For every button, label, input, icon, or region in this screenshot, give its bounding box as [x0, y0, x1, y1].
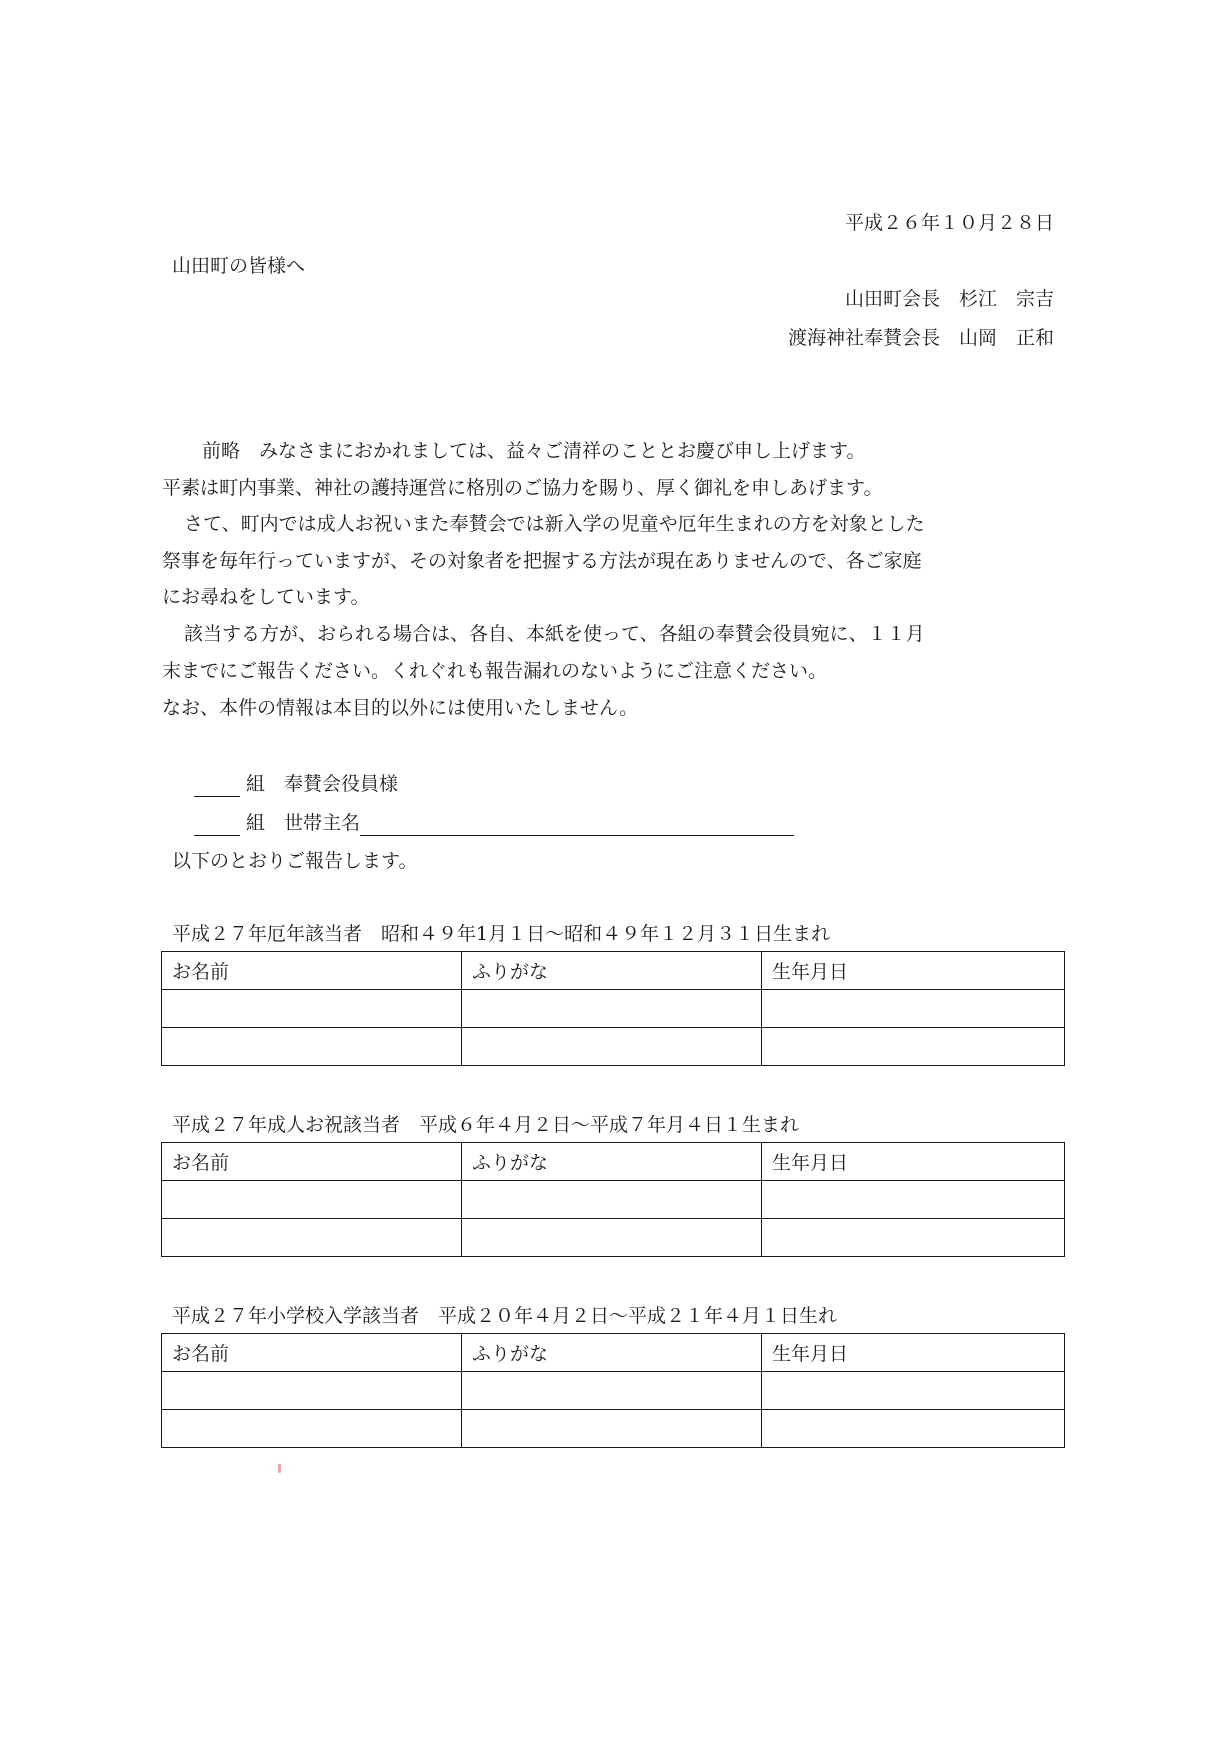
name-cell[interactable] [162, 1410, 462, 1448]
header-name: お名前 [162, 1143, 462, 1181]
furigana-cell[interactable] [462, 990, 762, 1028]
addressee: 山田町の皆様へ [172, 255, 306, 277]
table-header-row [162, 952, 1065, 990]
body-line-5: にお尋ねをしています。 [162, 586, 370, 608]
header-name: お名前 [162, 1334, 462, 1372]
name-cell[interactable] [162, 1219, 462, 1257]
birthdate-cell[interactable] [762, 1028, 1065, 1066]
header-birthdate: 生年月日 [762, 1334, 1065, 1372]
table-row [162, 1219, 1065, 1257]
group-number-blank-2[interactable] [194, 815, 240, 836]
birthdate-cell[interactable] [762, 1181, 1065, 1219]
header-furigana: ふりがな [462, 1334, 762, 1372]
body-line-1: 前略 みなさまにおかれましては、益々ご清祥のこととお慶び申し上げます。 [202, 440, 866, 462]
header-name: お名前 [162, 952, 462, 990]
furigana-cell[interactable] [462, 1181, 762, 1219]
householder-label: 世帯主名 [284, 812, 361, 834]
table-caption-yakudoshi: 平成２７年厄年該当者 昭和４９年1月１日～昭和４９年１２月３１日生まれ [172, 923, 831, 945]
furigana-cell[interactable] [462, 1410, 762, 1448]
sender-town-chairman: 山田町会長 杉江 宗吉 [844, 288, 1054, 310]
birthdate-cell[interactable] [762, 1372, 1065, 1410]
scan-mark [278, 1464, 281, 1473]
body-line-4: 祭事を毎年行っていますが、その対象者を把握する方法が現在ありませんので、各ご家庭 [162, 550, 922, 572]
table-row [162, 1028, 1065, 1066]
name-cell[interactable] [162, 1372, 462, 1410]
report-line: 以下のとおりご報告します。 [172, 850, 418, 872]
table-header-row [162, 1143, 1065, 1181]
householder-name-blank[interactable] [360, 815, 794, 836]
table-school-entry [161, 1333, 1065, 1448]
name-cell[interactable] [162, 990, 462, 1028]
sender-shrine-chairman: 渡海神社奉賛会長 山岡 正和 [787, 327, 1054, 349]
householder-line [194, 810, 794, 836]
name-cell[interactable] [162, 1181, 462, 1219]
officer-line [194, 771, 398, 797]
officer-label: 奉賛会役員様 [284, 773, 399, 795]
letter-date: 平成２６年１０月２８日 [844, 212, 1054, 234]
birthdate-cell[interactable] [762, 1410, 1065, 1448]
furigana-cell[interactable] [462, 1028, 762, 1066]
header-furigana: ふりがな [462, 1143, 762, 1181]
body-line-7: 末までにご報告ください。くれぐれも報告漏れのないようにご注意ください。 [162, 660, 828, 682]
group-number-blank[interactable] [194, 776, 240, 797]
table-row [162, 1410, 1065, 1448]
table-header-row [162, 1334, 1065, 1372]
group-label-2: 組 [246, 812, 266, 834]
table-row [162, 990, 1065, 1028]
table-caption-coming-of-age: 平成２７年成人お祝該当者 平成６年４月２日～平成７年月４日１生まれ [172, 1114, 800, 1136]
header-birthdate: 生年月日 [762, 1143, 1065, 1181]
birthdate-cell[interactable] [762, 1219, 1065, 1257]
body-line-2: 平素は町内事業、神社の護持運営に格別のご協力を賜り、厚く御礼を申しあげます。 [162, 477, 883, 499]
table-row [162, 1372, 1065, 1410]
header-birthdate: 生年月日 [762, 952, 1065, 990]
furigana-cell[interactable] [462, 1219, 762, 1257]
furigana-cell[interactable] [462, 1372, 762, 1410]
name-cell[interactable] [162, 1028, 462, 1066]
body-line-6: 該当する方が、おられる場合は、各自、本紙を使って、各組の奉賛会役員宛に、１１月 [184, 623, 925, 645]
table-row [162, 1181, 1065, 1219]
table-caption-school-entry: 平成２７年小学校入学該当者 平成２０年４月２日～平成２１年４月１日生れ [172, 1305, 838, 1327]
table-coming-of-age [161, 1142, 1065, 1257]
birthdate-cell[interactable] [762, 990, 1065, 1028]
table-yakudoshi [161, 951, 1065, 1066]
body-line-8: なお、本件の情報は本目的以外には使用いたしません。 [162, 697, 639, 719]
group-label: 組 [246, 773, 266, 795]
body-line-3: さて、町内では成人お祝いまた奉賛会では新入学の児童や厄年生まれの方を対象とした [184, 513, 925, 535]
header-furigana: ふりがな [462, 952, 762, 990]
